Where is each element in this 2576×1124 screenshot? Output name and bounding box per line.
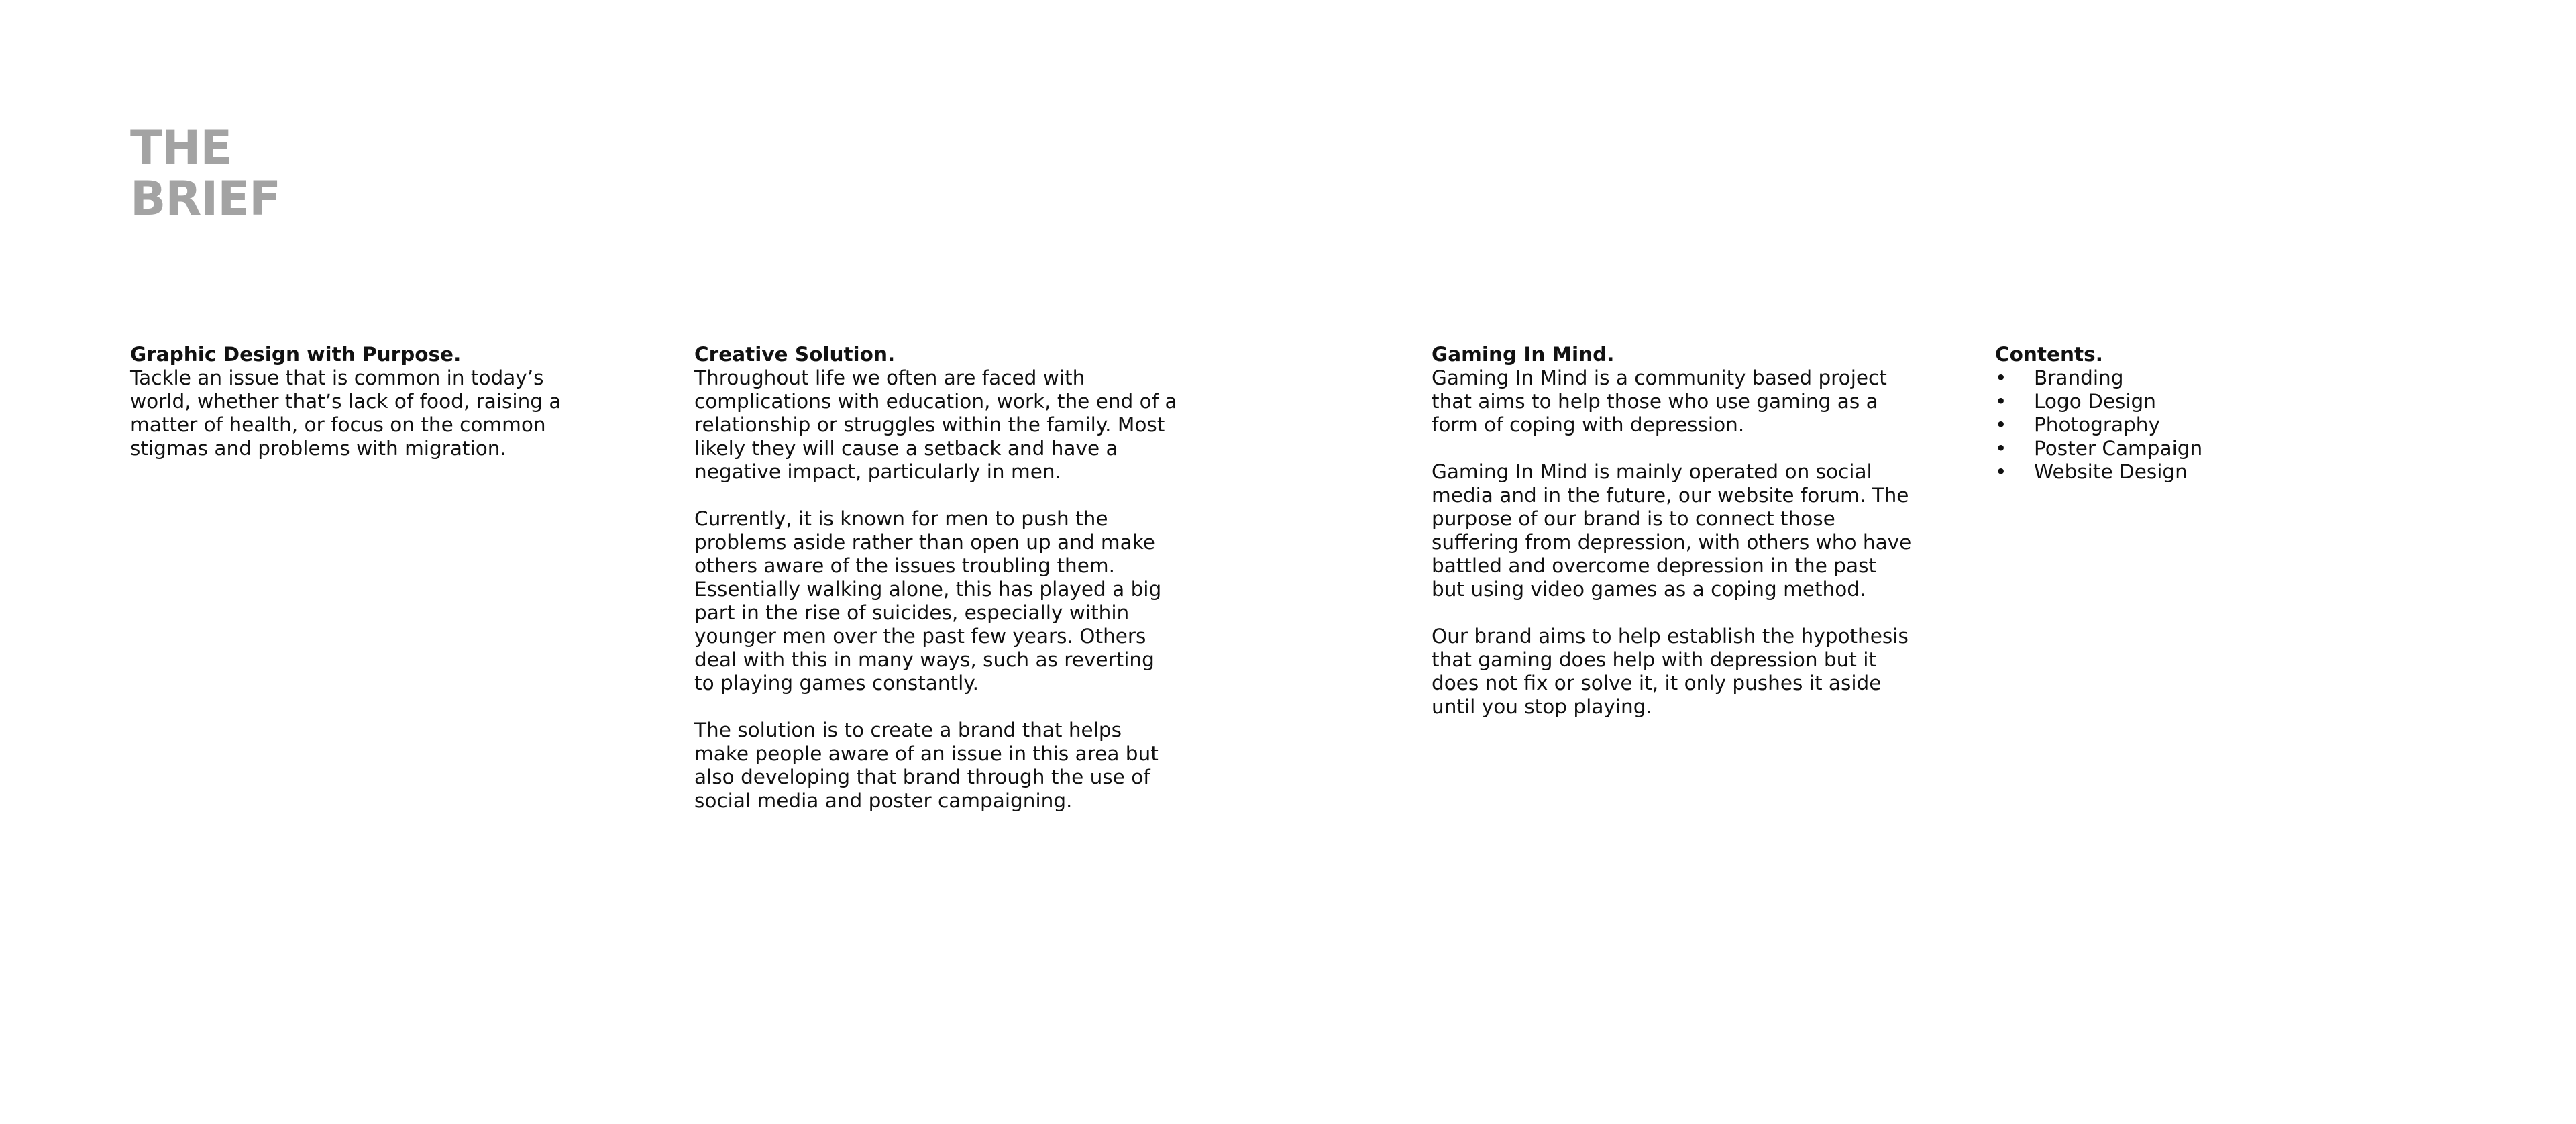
section-heading: Gaming In Mind. <box>1432 343 1615 366</box>
section-paragraph: Throughout life we often are faced with complications with education, work, the end of a relationship or struggles within the family. Most likely they will cause a setback and have a negative impact, particularly in men. <box>694 366 1177 483</box>
section-heading: Graphic Design with Purpose. <box>130 343 462 366</box>
section-paragraph: Gaming In Mind is mainly operated on social media and in the future, our website forum. The purpose of our brand is to connect those suffering from depression, with others who have battled and overcome depression in the past but using video games as a coping method. <box>1432 460 1912 601</box>
section-creative-solution <box>694 343 1177 836</box>
section-graphic-design-purpose <box>130 343 600 484</box>
section-paragraph: Tackle an issue that is common in today’s world, whether that’s lack of food, raising a matter of health, or focus on the common stigmas and problems with migration. <box>130 366 561 460</box>
list-item <box>1995 437 2344 460</box>
contents-list <box>1995 366 2344 484</box>
section-paragraph: The solution is to create a brand that helps make people aware of an issue in this area but also developing that brand through the use of social media and poster campaigning. <box>694 719 1159 812</box>
list-item-label: Branding <box>2034 366 2124 389</box>
list-item-label: Website Design <box>2034 460 2188 483</box>
page-title-line-2: BRIEF <box>130 171 280 226</box>
section-contents <box>1995 343 2344 484</box>
list-item <box>1995 460 2344 484</box>
bullet-icon: • <box>1995 437 2007 460</box>
list-item-label: Photography <box>2034 413 2160 436</box>
bullet-icon: • <box>1995 413 2007 436</box>
list-item <box>1995 413 2344 437</box>
bullet-icon: • <box>1995 366 2007 389</box>
list-item-label: Logo Design <box>2034 390 2156 413</box>
list-item <box>1995 390 2344 413</box>
section-paragraph: Gaming In Mind is a community based project that aims to help those who use gaming as a form of coping with depression. <box>1432 366 1887 436</box>
bullet-icon: • <box>1995 460 2007 483</box>
bullet-icon: • <box>1995 390 2007 413</box>
list-item-label: Poster Campaign <box>2034 437 2203 460</box>
page-title-line-1: THE <box>130 120 232 175</box>
section-heading: Contents. <box>1995 343 2103 366</box>
section-heading: Creative Solution. <box>694 343 896 366</box>
page-title <box>130 122 280 224</box>
section-paragraph: Currently, it is known for men to push the problems aside rather than open up and make others aware of the issues troubling them. Essentially walking alone, this has played a big part in the rise of suicides, especially within younger men over the past few years. Others deal with this in many ways, such as reverting to playing games constantly. <box>694 507 1162 695</box>
section-gaming-in-mind <box>1432 343 1915 742</box>
section-paragraph: Our brand aims to help establish the hypothesis that gaming does help with depression but it does not fix or solve it, it only pushes it aside until you stop playing. <box>1432 625 1909 718</box>
list-item <box>1995 366 2344 390</box>
